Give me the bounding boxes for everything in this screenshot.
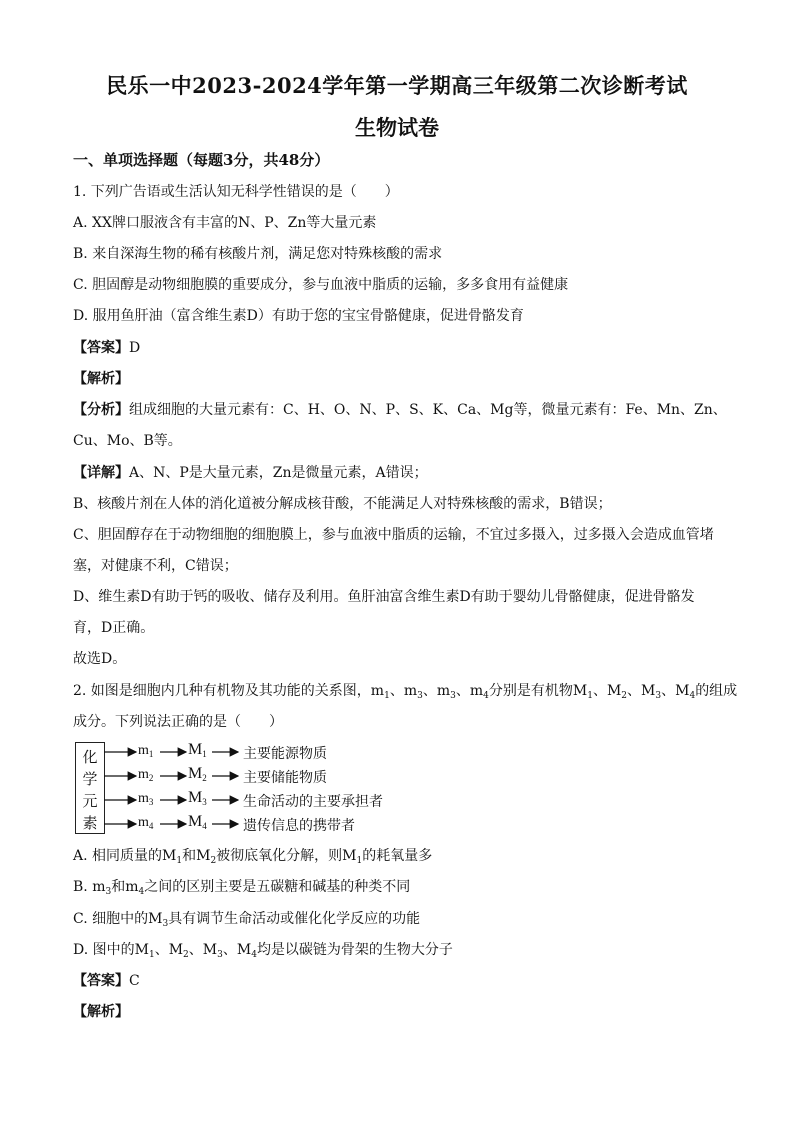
stem-text: 、m — [455, 683, 484, 699]
function-text: 主要能源物质 — [243, 746, 327, 762]
q2-answer — [73, 971, 140, 991]
big-m-label: $M_4$ — [188, 813, 207, 831]
answer-value: C — [129, 973, 140, 989]
q1-option-d: D. 服用鱼肝油（富含维生素D）有助于您的宝宝骨骼健康，促进骨骼发育 — [73, 308, 524, 324]
subscript: 1 — [384, 691, 390, 701]
q1-stem: 1. 下列广告语或生活认知无科学性错误的是（ ） — [73, 184, 399, 200]
q1-analysis-tag: 【解析】 — [73, 371, 129, 387]
q1-detail-c1: C、胆固醇存在于动物细胞的细胞膜上，参与血液中脂质的运输，不宜过多摄入，过多摄入会造成血管堵 — [73, 527, 714, 543]
function-text: 遗传信息的携带者 — [243, 818, 355, 834]
stem-text: 、M — [627, 683, 656, 699]
q2-option-b: B. $m_3$和$m_4$之间的区别主要是五碳糖和碱基的种类不同 — [73, 879, 411, 897]
q1-detail-a — [73, 463, 428, 483]
section-heading: 一、单项选择题（每题3分，共48分） — [73, 151, 330, 169]
detail-text: A、N、P是大量元素，Zn是微量元素，A错误； — [129, 465, 428, 481]
m-label: $m_2$ — [138, 767, 154, 783]
subscript: 4 — [483, 691, 489, 701]
q1-conclusion: 故选D。 — [73, 651, 127, 667]
stem-text: 的组成 — [695, 683, 738, 699]
q1-detail-d2: 育，D正确。 — [73, 620, 155, 636]
q2-stem-line1 — [73, 681, 737, 706]
q1-detail-c2: 塞，对健康不利，C错误； — [73, 558, 238, 574]
subscript: 1 — [587, 691, 593, 701]
stem-text: 分别是有机物M — [488, 683, 588, 699]
m-label: $m_3$ — [138, 791, 154, 807]
stem-text: 、m — [422, 683, 451, 699]
stem-text: 2. 如图是细胞内几种有机物及其功能的关系图，m — [73, 683, 385, 699]
q1-answer — [73, 338, 140, 358]
stem-text: 、M — [661, 683, 690, 699]
box-char: 化 — [82, 748, 98, 766]
q1-option-a: A. XX牌口服液含有丰富的N、P、Zn等大量元素 — [73, 215, 377, 231]
m-label: $m_4$ — [138, 815, 154, 831]
fenxi-tag: 【分析】 — [73, 402, 129, 418]
detail-tag: 【详解】 — [73, 465, 129, 481]
q2-analysis-tag: 【解析】 — [73, 1004, 129, 1020]
big-m-label: $M_2$ — [188, 765, 207, 783]
answer-tag: 【答案】 — [73, 973, 129, 989]
q1-option-b: B. 来自深海生物的稀有核酸片剂，满足您对特殊核酸的需求 — [73, 246, 443, 262]
q1-detail-b: B、核酸片剂在人体的消化道被分解成核苷酸，不能满足人对特殊核酸的需求，B错误； — [73, 496, 612, 512]
fenxi-text: 组成细胞的大量元素有：C、H、O、N、P、S、K、Ca、Mg等，微量元素有：Fe、Mn、Zn、 — [129, 402, 727, 418]
stem-text: 、M — [592, 683, 622, 699]
subscript: 3 — [655, 691, 662, 701]
q1-detail-d1: D、维生素D有助于钙的吸收、储存及利用。鱼肝油富含维生素D有助于婴幼儿骨骼健康，促进骨骼发 — [73, 589, 695, 605]
subscript: 3 — [450, 691, 456, 701]
big-m-label: $M_3$ — [188, 789, 207, 807]
answer-value: D — [129, 340, 141, 356]
subscript: 2 — [621, 691, 628, 701]
box-char: 元 — [82, 792, 98, 810]
page-subtitle: 生物试卷 — [355, 115, 439, 140]
answer-tag: 【答案】 — [73, 340, 129, 356]
big-m-label: $M_1$ — [188, 741, 207, 759]
stem-text: 、m — [389, 683, 418, 699]
function-text: 生命活动的主要承担者 — [243, 794, 383, 810]
box-char: 学 — [82, 770, 98, 788]
organic-matter-diagram — [73, 741, 383, 834]
q2-option-c: C. 细胞中的$M_3$具有调节生命活动或催化化学反应的功能 — [73, 911, 421, 929]
q1-fenxi-line1 — [73, 400, 727, 420]
page-title: 民乐一中2023-2024学年第一学期高三年级第二次诊断考试 — [106, 73, 688, 98]
function-text: 主要储能物质 — [243, 770, 327, 786]
subscript: 3 — [417, 691, 423, 701]
q1-option-c: C. 胆固醇是动物细胞膜的重要成分，参与血液中脂质的运输，多多食用有益健康 — [73, 277, 569, 293]
m-label: $m_1$ — [138, 743, 154, 759]
q2-option-a: A. 相同质量的$M_1$和$M_2$被彻底氧化分解，则$M_1$的耗氧量多 — [73, 848, 433, 866]
subscript: 4 — [689, 691, 696, 701]
q2-stem-line2: 成分。下列说法正确的是（ ） — [73, 714, 283, 730]
q2-option-d: D. 图中的$M_1$、$M_2$、$M_3$、$M_4$均是以碳链为骨架的生物大分子 — [73, 942, 453, 960]
box-char: 素 — [82, 814, 98, 832]
q1-fenxi-line2: Cu、Mo、B等。 — [73, 433, 182, 449]
